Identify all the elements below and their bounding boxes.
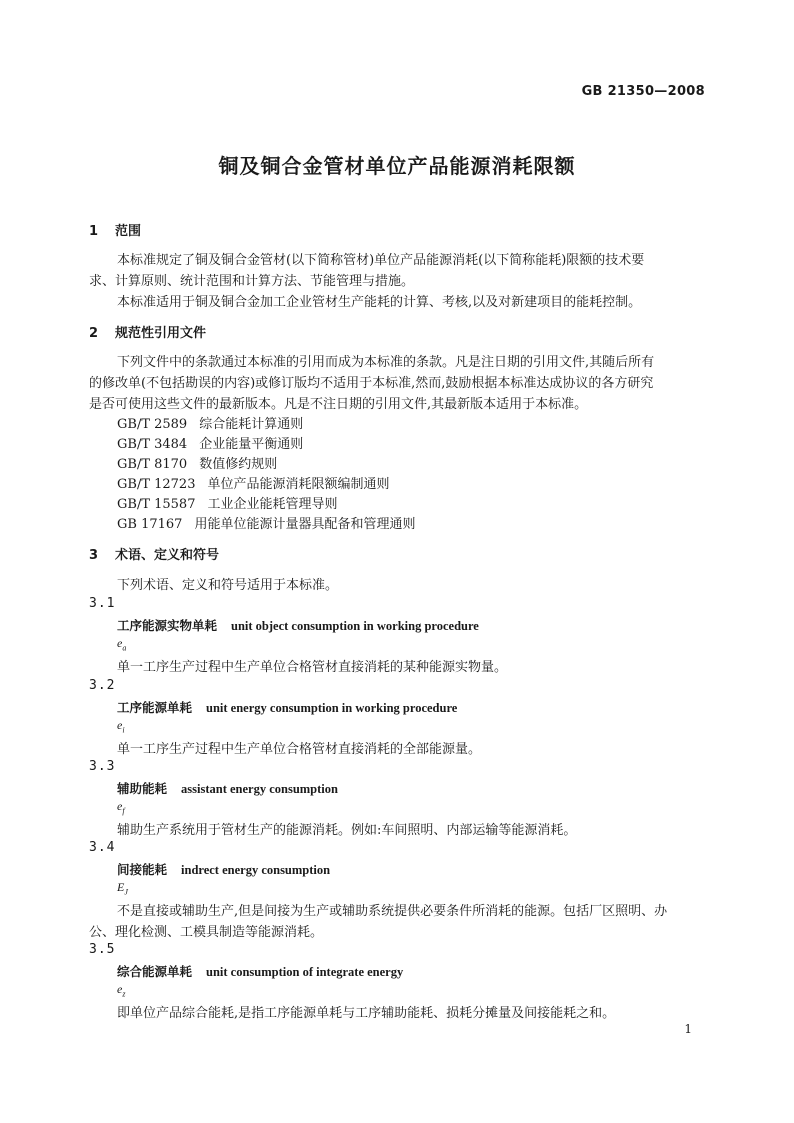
section-2-heading	[89, 322, 206, 341]
section-title: 术语、定义和符号	[115, 548, 220, 563]
section-title: 规范性引用文件	[115, 326, 207, 341]
reference-item	[117, 413, 303, 432]
term-en: unit consumption of integrate energy	[206, 965, 404, 979]
term-symbol: $E_J$	[117, 880, 128, 897]
reference-item	[117, 453, 277, 472]
term-zh: 工序能源单耗	[117, 700, 193, 715]
reference-code: GB/T 15587	[117, 497, 196, 512]
term-number: 3.1	[89, 596, 116, 611]
term-symbol: $e_z$	[117, 982, 126, 999]
paragraph: 本标准规定了铜及铜合金管材(以下简称管材)单位产品能源消耗(以下简称能耗)限额的技术要	[117, 253, 645, 268]
term-heading	[117, 779, 338, 797]
term-definition: 不是直接或辅助生产,但是间接为生产或辅助系统提供必要条件所消耗的能源。包括厂区照明、办	[117, 904, 668, 919]
reference-code: GB/T 3484	[117, 437, 188, 452]
reference-code: GB/T 2589	[117, 417, 188, 432]
section-1-heading	[89, 220, 141, 239]
paragraph: 下列文件中的条款通过本标准的引用而成为本标准的条款。凡是注日期的引用文件,其随后所有	[117, 355, 655, 370]
term-number: 3.5	[89, 942, 116, 957]
term-symbol: $e_i$	[117, 718, 125, 735]
term-definition-continued: 公、理化检测、工模具制造等能源消耗。	[89, 925, 324, 940]
section-number: 1	[89, 224, 99, 239]
term-heading	[117, 860, 330, 878]
term-number: 3.3	[89, 759, 116, 774]
term-heading	[117, 962, 403, 980]
term-definition: 辅助生产系统用于管材生产的能源消耗。例如:车间照明、内部运输等能源消耗。	[117, 823, 577, 838]
reference-code: GB/T 12723	[117, 477, 196, 492]
term-symbol: $e_f$	[117, 799, 125, 816]
section-number: 3	[89, 548, 99, 563]
term-heading	[117, 698, 457, 716]
section-title: 范围	[115, 224, 142, 239]
reference-item	[117, 433, 303, 452]
term-en: unit object consumption in working procedure	[231, 619, 479, 633]
term-number: 3.4	[89, 840, 116, 855]
reference-item	[117, 473, 390, 492]
term-zh: 综合能源单耗	[117, 964, 193, 979]
page-number: 1	[684, 1022, 692, 1036]
reference-code: GB 17167	[117, 517, 183, 532]
reference-title: 单位产品能源消耗限额编制通则	[207, 477, 390, 492]
term-en: unit energy consumption in working procedure	[206, 701, 458, 715]
reference-title: 企业能量平衡通则	[199, 437, 304, 452]
page-title: 铜及铜合金管材单位产品能源消耗限额	[218, 154, 576, 178]
term-en: indrect energy consumption	[181, 863, 331, 877]
reference-item	[117, 513, 415, 532]
reference-title: 工业企业能耗管理导则	[207, 497, 338, 512]
reference-title: 综合能耗计算通则	[199, 417, 304, 432]
section-number: 2	[89, 326, 99, 341]
term-number: 3.2	[89, 678, 116, 693]
term-definition: 即单位产品综合能耗,是指工序能源单耗与工序辅助能耗、损耗分摊量及间接能耗之和。	[117, 1006, 616, 1021]
paragraph: 求、计算原则、统计范围和计算方法、节能管理与措施。	[89, 274, 415, 289]
paragraph: 下列术语、定义和符号适用于本标准。	[117, 578, 339, 593]
reference-title: 数值修约规则	[199, 457, 278, 472]
paragraph: 是否可使用这些文件的最新版本。凡是不注日期的引用文件,其最新版本适用于本标准。	[89, 397, 588, 412]
reference-code: GB/T 8170	[117, 457, 188, 472]
term-symbol: $e_a$	[117, 636, 127, 653]
term-definition: 单一工序生产过程中生产单位合格管材直接消耗的全部能源量。	[117, 742, 482, 757]
term-zh: 工序能源实物单耗	[117, 618, 218, 633]
standard-number: GB 21350—2008	[581, 84, 705, 99]
term-definition: 单一工序生产过程中生产单位合格管材直接消耗的某种能源实物量。	[117, 660, 508, 675]
reference-title: 用能单位能源计量器具配备和管理通则	[194, 517, 416, 532]
section-3-heading	[89, 544, 219, 563]
paragraph: 的修改单(不包括勘误的内容)或修订版均不适用于本标准,然而,鼓励根据本标准达成协议的各方研究	[89, 376, 654, 391]
term-zh: 辅助能耗	[117, 781, 168, 796]
reference-item	[117, 493, 338, 512]
term-zh: 间接能耗	[117, 862, 168, 877]
term-en: assistant energy consumption	[181, 782, 338, 796]
term-heading	[117, 616, 479, 634]
paragraph: 本标准适用于铜及铜合金加工企业管材生产能耗的计算、考核,以及对新建项目的能耗控制。	[117, 295, 642, 310]
